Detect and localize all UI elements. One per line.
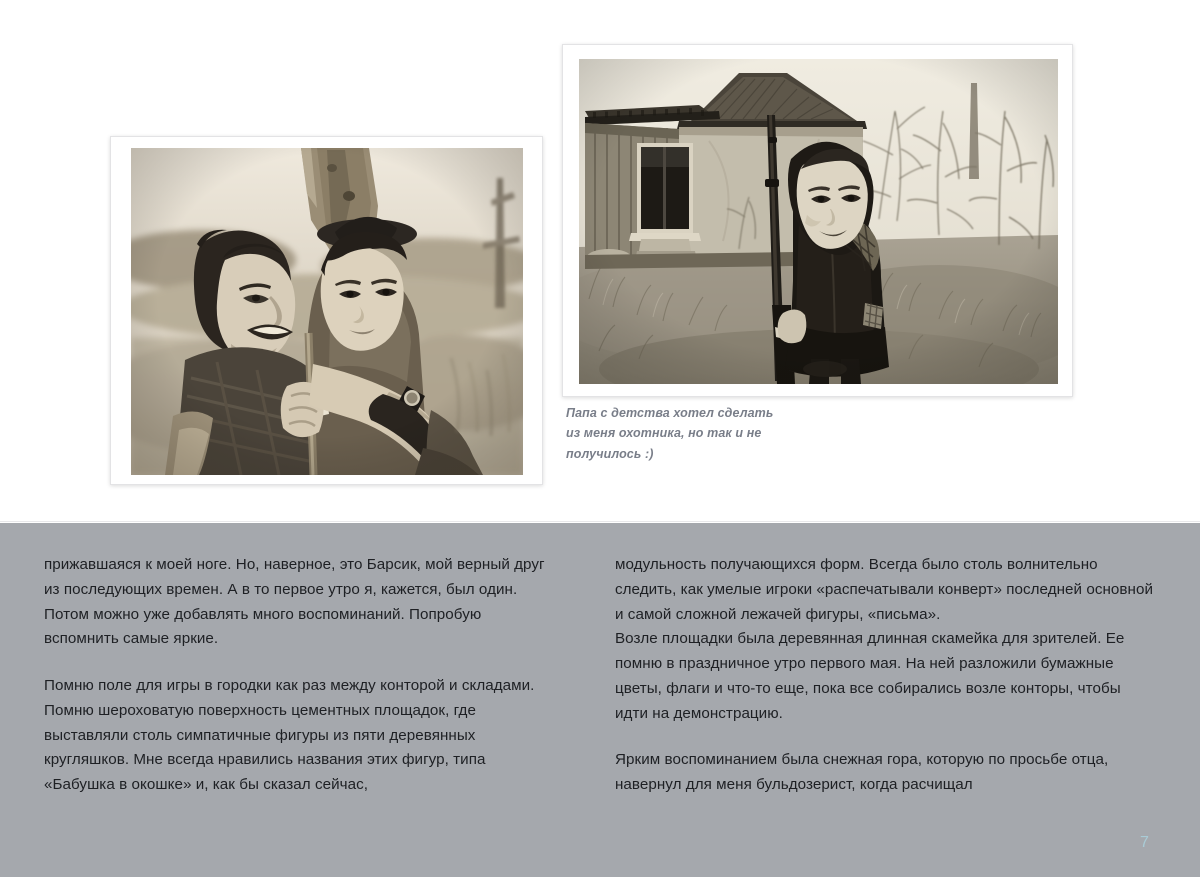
body-text-band — [0, 523, 1200, 877]
page-number: 7 — [1140, 834, 1149, 851]
text-column-left — [44, 553, 554, 798]
caption-line: из меня охотника, но так и не — [566, 426, 762, 441]
caption-line: получилось :) — [566, 446, 654, 461]
text-columns — [0, 523, 1200, 877]
photo-father-and-son-image — [131, 148, 523, 475]
paragraph: прижавшаяся к моей ноге. Но, наверное, это Барсик, мой верный друг из последующих времен. А в то первое утро я, кажется, был один. — [44, 556, 545, 598]
section-divider — [0, 521, 1200, 522]
paragraph: Возле площадки была деревянная длинная скамейка для зрителей. Ее помню в праздничное утро первого мая. На ней разложили бумажные цветы, флаги и что-то еще, пока все собирались возле конторы, чтобы идти на демонстрацию. — [615, 630, 1125, 722]
photo-child-with-rifle-image — [579, 59, 1058, 384]
paragraph: модульность получающихся форм. Всегда было столь волнительно следить, как умелые игроки «распечатывали конверт» последней основной и самой сложной лежачей фигуры, «письма». — [615, 556, 1154, 623]
photo-caption — [566, 403, 826, 464]
photo-father-and-son — [131, 148, 523, 475]
text-column-right — [615, 553, 1155, 798]
photo-frame-father-and-son[interactable] — [110, 136, 543, 485]
photo-child-with-rifle — [579, 59, 1058, 384]
paragraph: Потом можно уже добавлять много воспоминаний. Попробую вспомнить самые яркие. — [44, 605, 482, 648]
caption-line: Папа с детства хотел сделать — [566, 406, 774, 420]
paragraph: Ярким воспоминанием была снежная гора, которую по просьбе отца, навернул для меня бульдозерист, когда расчищал — [615, 751, 1109, 794]
photo-frame-child-with-rifle[interactable] — [562, 44, 1073, 397]
paragraph: Помню поле для игры в городки как раз между конторой и складами. Помню шероховатую поверхность цементных площадок, где выставляли столь симпатичные фигуры из пяти деревянных кругляшков. Мне всегда нравились названия этих фигур, типа «Бабушка в окошке» и, как бы сказал сейчас, — [44, 677, 535, 794]
